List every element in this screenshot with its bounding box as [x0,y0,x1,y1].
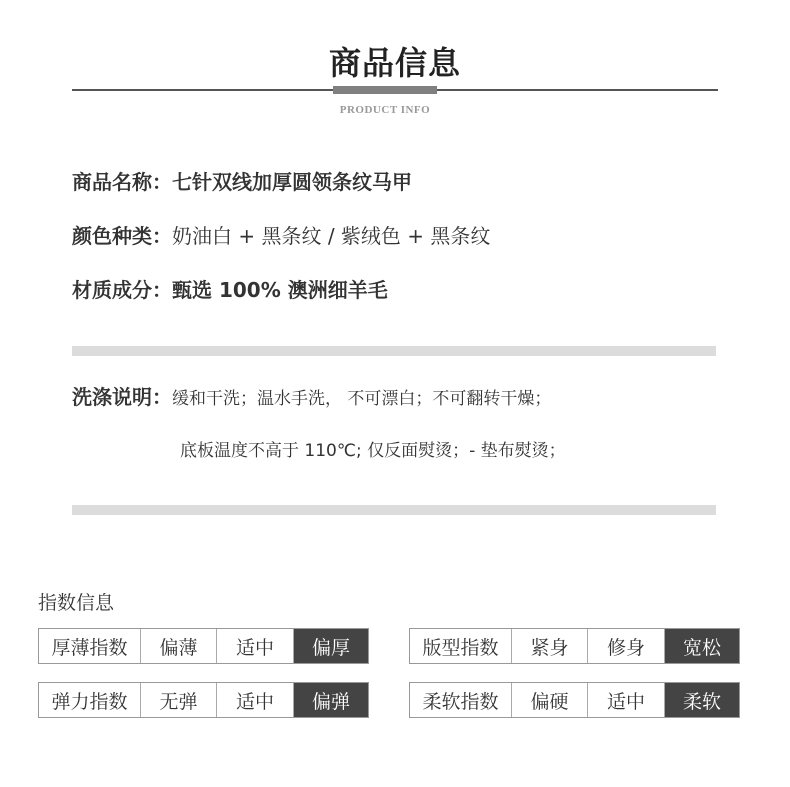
section-divider-top [72,346,716,356]
index-heading: 指数信息 [38,592,115,614]
index-option-elasticity-stretchy: 偏弹 [293,683,368,717]
index-option-elasticity-medium: 适中 [216,683,293,717]
section-divider-bottom [72,505,716,515]
index-option-softness-soft: 柔软 [664,683,739,717]
index-option-fit-slim: 修身 [587,629,664,663]
index-option-softness-hard: 偏硬 [511,683,587,717]
index-option-softness-medium: 适中 [587,683,664,717]
info-label-material: 材质成分： [72,278,172,302]
wash-instructions [72,381,551,410]
index-option-thickness-thin: 偏薄 [140,629,216,663]
info-row-color [72,220,490,249]
page-subtitle: PRODUCT INFO [339,104,431,116]
index-option-fit-tight: 紧身 [511,629,587,663]
index-option-elasticity-none: 无弹 [140,683,216,717]
index-option-thickness-medium: 适中 [216,629,293,663]
index-table-elasticity [38,682,369,718]
info-label-color: 颜色种类： [72,224,172,248]
index-label-softness: 柔软指数 [422,690,499,713]
index-option-fit-loose: 宽松 [664,629,739,663]
index-table-thickness [38,628,369,664]
info-value-color: 奶油白 + 黑条纹 / 紫绒色 + 黑条纹 [172,224,491,248]
wash-line-1: 缓和干洗；温水手洗， 不可漂白；不可翻转干燥； [172,389,552,409]
wash-line-2: 底板温度不高于 110℃; 仅反面熨烫；- 垫布熨烫； [180,441,566,461]
index-label-fit: 版型指数 [422,636,499,659]
info-label-name: 商品名称： [72,170,172,194]
index-option-thickness-thick: 偏厚 [293,629,368,663]
page-title: 商品信息 [328,44,461,82]
index-label-elasticity: 弹力指数 [51,690,128,713]
info-row-material [72,274,388,303]
title-accent-bar [333,86,437,94]
info-row-name [72,166,412,195]
index-table-softness [409,682,740,718]
index-table-fit [409,628,740,664]
info-value-material: 甄选 100% 澳洲细羊毛 [172,278,388,302]
index-label-thickness: 厚薄指数 [51,636,128,659]
info-value-name: 七针双线加厚圆领条纹马甲 [172,170,412,194]
wash-label: 洗涤说明： [72,385,172,409]
